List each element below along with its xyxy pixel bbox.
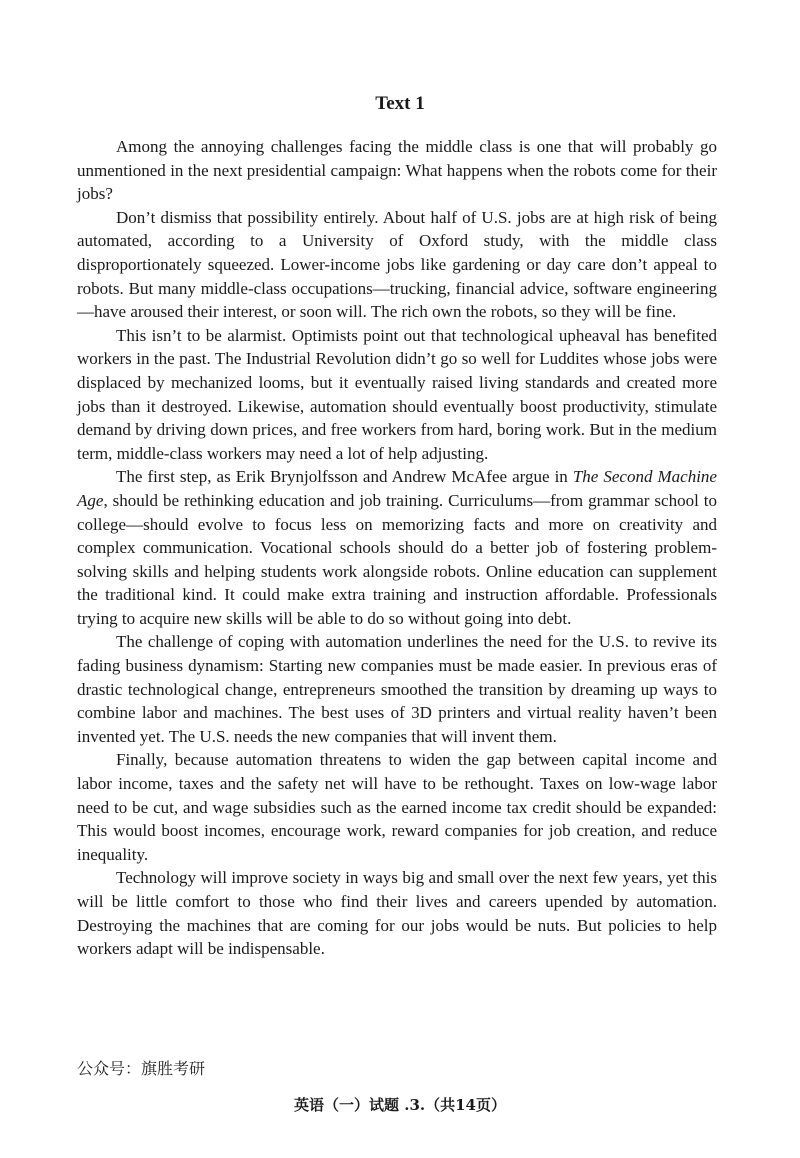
book-title: The Second Machine Age [77,467,717,510]
paragraph-3: This isn’t to be alarmist. Optimists point out that technological upheaval has benefited workers in the past. The Industrial Revolution didn’t go so well for Luddites whose jobs were displaced by mechanized looms, but it eventually raised living standards and created more jobs than it destroyed. Likewise, automation should eventually boost productivity, stimulate demand by driving down prices, and free workers from hard, boring work. But in the medium term, middle-class workers may need a lot of help adjusting. [77,325,717,463]
page-footer: 英语（一）试题 .3.（共14页） [294,1096,506,1114]
paragraph-5: The challenge of coping with automation underlines the need for the U.S. to revive its fading business dynamism: Starting new companies must be made easier. In previous eras of drastic technological change, entrepreneurs smoothed the transition by dreaming up ways to combine labor and machines. The best uses of 3D printers and virtual reality haven’t been invented yet. The U.S. needs the new companies that will invent them. [77,632,717,746]
paragraph-7: Technology will improve society in ways big and small over the next few years, yet this will be little comfort to those who find their lives and careers upended by automation. Destroying the machines that are coming for our jobs would be nuts. But policies to help workers adapt will be indispensable. [77,868,717,959]
paragraph-2: Don’t dismiss that possibility entirely. About half of U.S. jobs are at high risk of being automated, according to a University of Oxford study, with the middle class disproportionately squeezed. Lower-income jobs like gardening or day care don’t appeal to robots. But many middle-class occupations—trucking, financial advice, software engineering—have aroused their interest, or soon will. The rich own the robots, so they will be fine. [77,207,717,322]
paragraph-6: Finally, because automation threatens to widen the gap between capital income and labor income, taxes and the safety net will have to be rethought. Taxes on low-wage labor need to be cut, and wage subsidies such as the earned income tax credit should be expanded: This would boost incomes, encourage work, reward companies for job creation, and reduce inequality. [77,750,717,864]
watermark-text: 公众号：旗胜考研 [77,1059,206,1078]
passage-body [77,135,717,961]
passage-title: Text 1 [375,93,425,114]
paragraph-4 [77,465,717,630]
paragraph-4-before: The first step, as Erik Brynjolfsson and Andrew McAfee argue in [116,467,573,487]
paragraph-4-after: , should be rethinking education and job training. Curriculums—from grammar school to college—should evolve to focus less on memorizing facts and more on creativity and complex communication. Vocational schools should do a better job of fostering problem-solving skills and helping students work alongside robots. Online education can supplement the traditional kind. It could make extra training and instruction affordable. Professionals trying to acquire new skills will be able to do so without going into debt. [77,490,717,628]
paragraph-1: Among the annoying challenges facing the middle class is one that will probably go unmentioned in the next presidential campaign: What happens when the robots come for their jobs? [77,137,717,204]
